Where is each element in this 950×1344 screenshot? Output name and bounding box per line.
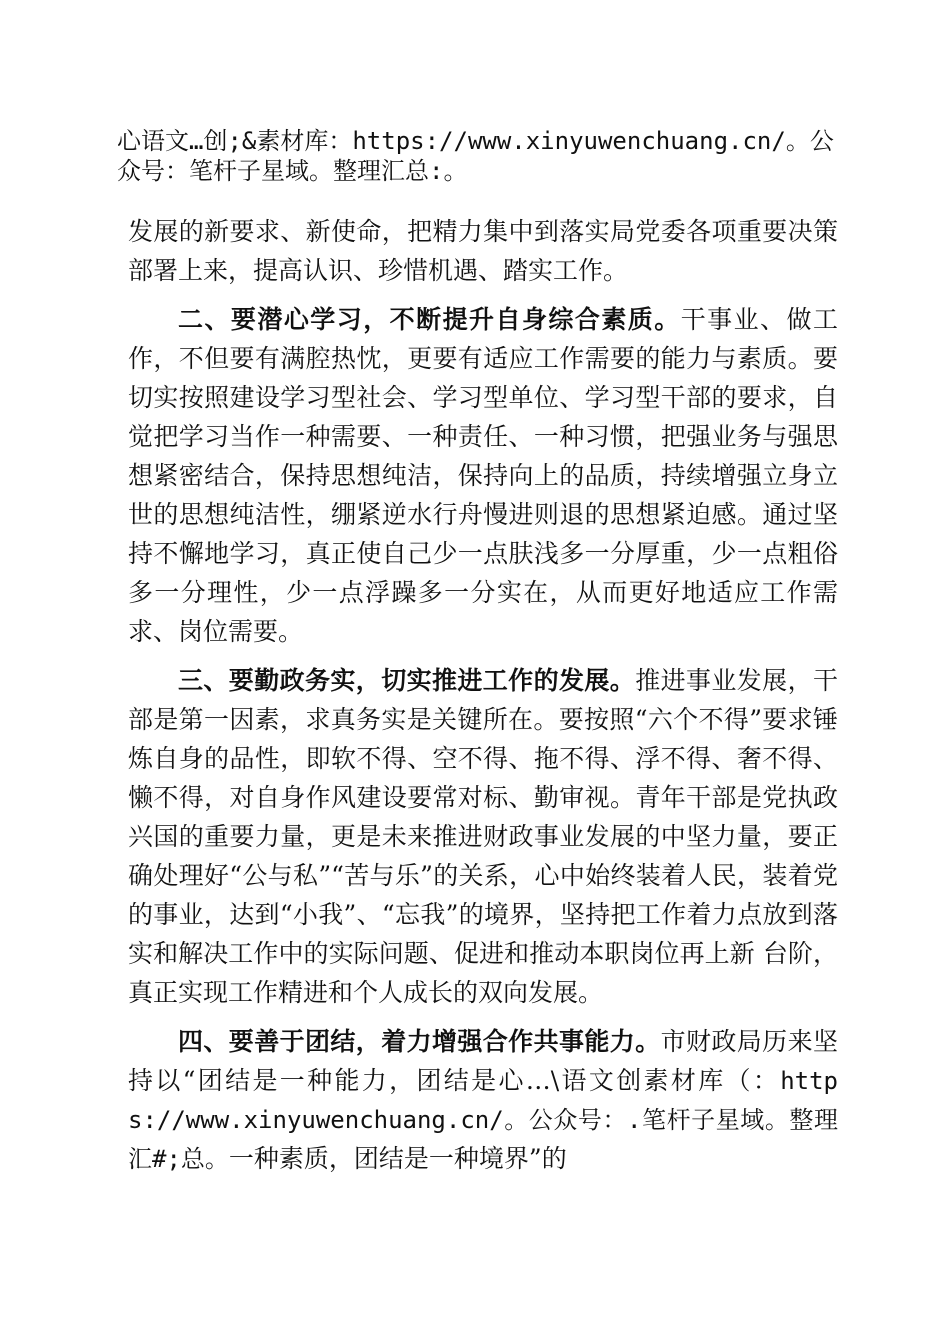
section-4-text-after: 一种素质，团结是一种境界”的 bbox=[228, 1144, 567, 1173]
section-4-heading: 四、要善于团结，着力增强合作共事能力。 bbox=[178, 1027, 661, 1056]
paragraph-section-2 bbox=[128, 300, 838, 651]
section-3-heading: 三、要勤政务实，切实推进工作的发展。 bbox=[178, 666, 636, 695]
section-2-heading: 二、要潜心学习，不断提升自身综合素质。 bbox=[178, 305, 681, 334]
paragraph-continuation: 发展的新要求、新使命，把精力集中到落实局党委各项重要决策部署上来，提高认识、珍惜机遇、踏实工作。 bbox=[128, 217, 838, 285]
paragraph-section-4 bbox=[128, 1022, 838, 1178]
section-4-text-before: 市财政局历来坚持以“团结是一种能力，团结是心…\语文创素材库（： bbox=[128, 1027, 838, 1095]
document-body bbox=[128, 212, 838, 1188]
paragraph-section-3 bbox=[128, 661, 838, 1012]
section-3-text: 推进事业发展，干部是第一因素，求真务实是关键所在。要按照“六个不得”要求锤炼自身的品性，即软不得、空不得、拖不得、浮不得、奢不得、懒不得，对自身作风建设要常对标、勤审视。青年干部是党执政 兴国的重要力量，更是未来推进财政事业发展的中坚力量，要正确处理好“公与私”“苦与乐”的关系，心中始终装着人民，装着党的事业，达到“小我”、“忘我”的境界，坚持把工作着力点放到落实和解决工作中的实际问题、促进和推动本职岗位再上新 台阶，真正实现工作精进和个人成长的双向发展。 bbox=[128, 666, 838, 1007]
section-2-text: 干事业、做工作，不但要有满腔热忱，更要有适应工作需要的能力与素质。要切实按照建设学习型社会、学习型单位、学习型干部的要求，自觉把学习当作一种需要、一种责任、一种习惯，把强业务与强思想紧密结合，保持思想纯洁，保持向上的品质，持续增强立身立世的思想纯洁性，绷紧逆水行舟慢进则退的思想紧迫感。通过坚持不懈地学习，真正使自己少一点肤浅多一分厚重，少一点粗俗多一分理性，少一点浮躁多一分实在，从而更好地适应工作需求、岗位需要。 bbox=[128, 305, 838, 646]
section-4-url-line: https://www.xinyuwenchuang.cn/。公众号：.笔杆子星域。整理汇#;总。 bbox=[128, 1067, 838, 1173]
source-note: 心语文…创;&素材库：https://www.xinyuwenchuang.cn/。公众号：笔杆子星域。整理汇总:。 bbox=[117, 127, 834, 185]
